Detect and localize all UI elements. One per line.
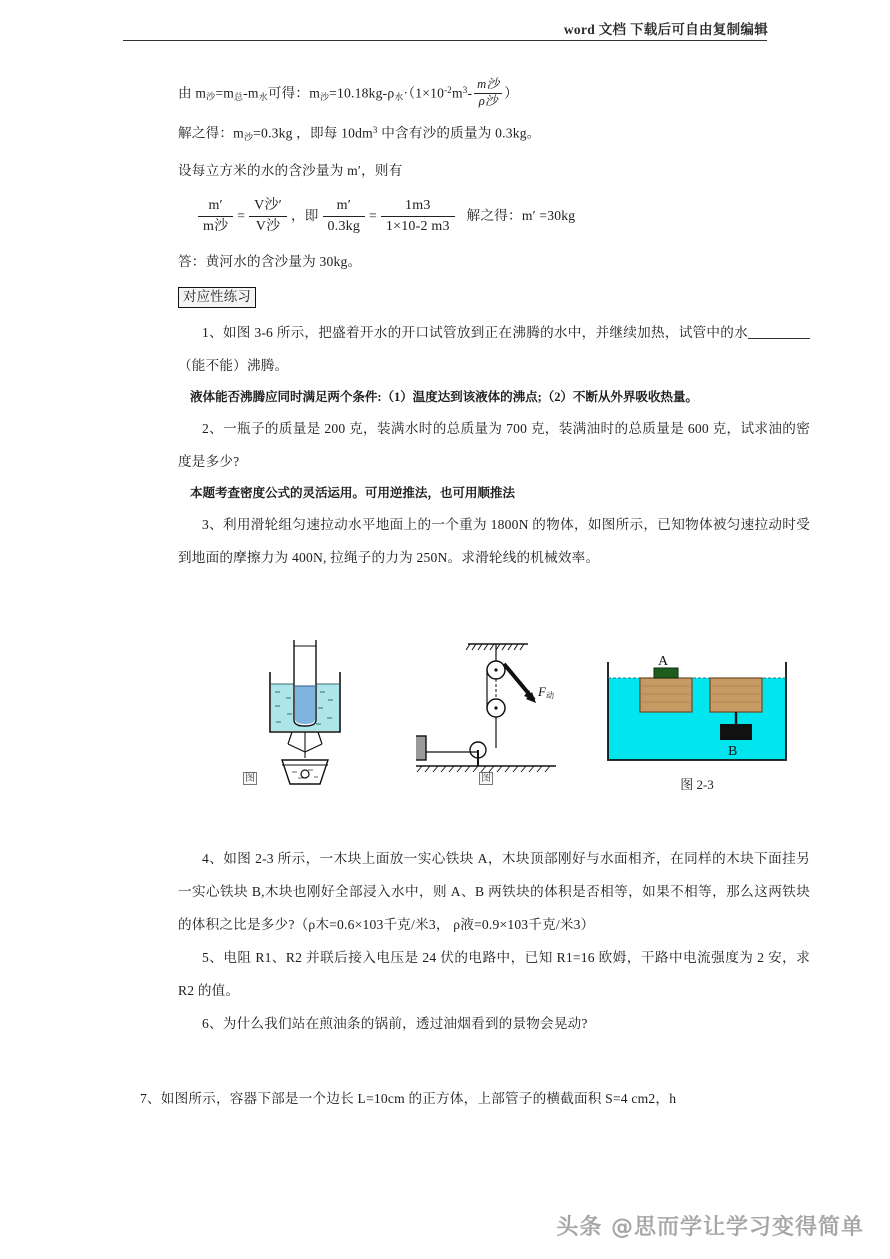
question-1 [178,316,810,382]
exercise-label-box: 对应性练习 [178,287,256,309]
solution-line-3: 设每立方米的水的含沙量为 m′，则有 [178,162,403,178]
formula-1-rho: ρ [387,85,395,101]
page-header: word 文档 下载后可自由复制编辑 [563,22,768,37]
figure-3-caption-wrap [602,774,792,793]
formula-1-value: =10.18kg- [329,85,388,101]
solution-fraction-equation [178,187,810,245]
question-2-note: 本题考查密度公式的灵活运用。可用逆推法，也可用顺推法 [190,485,515,500]
fraction-4-num: 1m3 [405,198,431,214]
equation-result: 解之得：m′ =30kg [466,207,576,223]
figure-3-blocks-in-water [602,656,792,774]
formula-1-sub-sand2: 沙 [320,91,330,102]
question-6: 6、为什么我们站在煎油条的锅前，透过油烟看到的景物会晃动? [202,1016,588,1031]
document-body [178,74,810,574]
watermark: 头条 @思而学让学习变得简单 [556,1215,864,1240]
figure-3-svg [602,656,792,774]
solution-answer: 答：黄河水的含沙量为 30kg。 [178,253,362,269]
figure-1-caption-wrap [230,772,270,785]
figure-2-pulley-system [416,632,576,792]
fraction-1-den: m沙 [198,216,233,235]
figure-2-svg [416,632,576,792]
fraction-2-num: V沙′ [254,198,282,214]
figure-2-caption-wrap [466,772,506,785]
question-1-answer-blank[interactable] [748,324,810,339]
question-1-note: 液体能否沸腾应同时满足两个条件:（1）温度达到该液体的沸点;（2）不断从外界吸收热量。 [190,389,698,404]
formula-1-paren-close: ） [504,85,519,101]
figure-1-test-tube-in-beaker [230,632,380,792]
question-1-text-a: 1、如图 3-6 所示，把盛着开水的开口试管放到正在沸腾的水中，并继续加热，试管中的水 [202,324,748,340]
formula-1-dash: - [467,85,473,101]
formula-1-paren-open: ·（1×10 [403,85,445,101]
question-2: 2、一瓶子的质量是 200 克，装满水时的总质量为 700 克，装满油时的总质量是 600 克，试求油的密度是多少? [178,420,810,469]
fraction-1-num: m′ [208,198,223,214]
formula-1-mid: 可得：m [267,85,320,101]
formula-1-sub-sand1: 沙 [206,91,216,102]
fraction-m-prime-over-03kg [323,198,366,234]
solution-line-2 [178,114,810,154]
fraction-v-sand-prime-over-v-sand [249,198,287,234]
header-divider [123,40,767,41]
solution-line-2-sup: 3 [372,124,378,135]
formula-1-rho-sub: 水 [394,91,404,102]
solution-line-2c: 中含有沙的质量为 0.3kg。 [377,125,541,141]
formula-1-fraction [474,78,502,108]
solution-line-2-sub: 沙 [243,131,254,142]
solution-line-2b: =0.3kg ，即每 10dm [253,125,373,141]
figure-1-caption: 图 [245,773,255,784]
question-1-text-b: （能不能）沸腾。 [178,357,289,373]
figure-2-caption: 图 [481,773,491,784]
figure-2-force-sub: 动 [545,691,554,701]
fraction-1m3-over-1e-2m3 [381,198,455,234]
figure-3-label-b: B [728,744,738,759]
solution-formula-line-1 [178,74,810,114]
figure-2-force-label: F [538,684,546,699]
fraction-3-den: 0.3kg [323,216,366,235]
formula-1-fraction-denominator: ρ沙 [474,93,502,109]
fraction-m-prime-over-m-sand [198,198,233,234]
formula-1-eq1: =m [215,85,234,101]
formula-1-minus: -m [243,85,259,101]
fraction-3-num: m′ [336,198,351,214]
question-4: 4、如图 2-3 所示，一木块上面放一实心铁块 A，木块顶部刚好与水面相齐，在同样的木块下面挂另一实心铁块 B,木块也刚好全部浸入水中，则 A、B 两铁块的体积是否相等，如果不相等，那么这两铁块的体积之比是多少?（ρ木=0.6×103千克/米3， ρ液=0.9×103千克/米3） [178,851,810,932]
equation-equals-2: = [369,207,377,223]
solution-line-2a: 解之得：m [178,125,244,141]
figure-1-svg [230,632,380,792]
exercise-section-header [178,278,810,316]
formula-1-sub-water: 水 [258,91,268,102]
figure-3-caption: 图 2-3 [680,777,714,792]
question-7: 7、如图所示，容器下部是一个边长 L=10cm 的正方体，上部管子的横截面积 S=4 cm2，h [140,1091,677,1106]
figure-strip [178,632,818,804]
equation-comma-ji: ，即 [290,207,319,223]
formula-1-m3: m [451,85,463,101]
figure-3-label-a: A [658,654,669,669]
equation-equals-1: = [237,207,246,223]
formula-1-prefix: 由 m [178,85,207,101]
formula-1-exponent: -2 [444,85,452,95]
fraction-4-den: 1×10-2 m3 [381,216,455,235]
question-3: 3、利用滑轮组匀速拉动水平地面上的一个重为 1800N 的物体，如图所示，已知物体被匀速拉动时受到地面的摩擦力为 400N, 拉绳子的力为 250N。求滑轮线的机械效率。 [178,516,810,565]
formula-1-sub-total: 总 [233,91,244,102]
question-5: 5、电阻 R1、R2 并联后接入电压是 24 伏的电路中，已知 R1=16 欧姆，干路中电流强度为 2 安，求 R2 的值。 [178,950,810,998]
document-body-lower [178,842,810,1040]
formula-1-fraction-numerator: m沙 [477,77,500,92]
fraction-2-den: V沙 [249,216,287,235]
formula-1-m3-exp: 3 [462,85,468,95]
figure-2-force-label-wrap [538,684,554,701]
